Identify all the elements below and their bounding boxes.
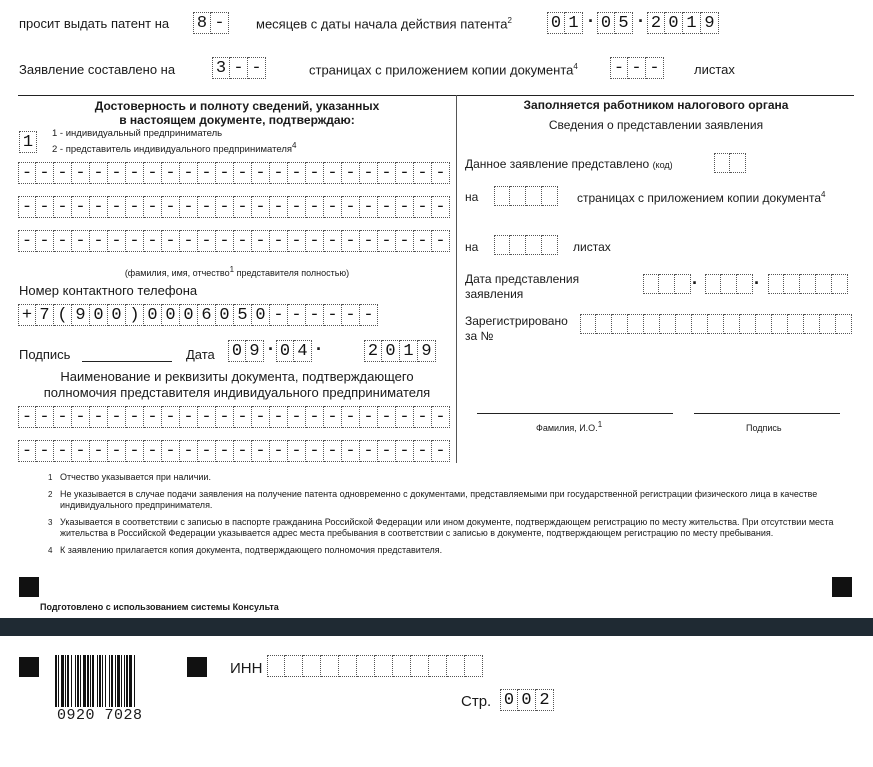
page-break-band: [0, 618, 873, 636]
char-cell: 0: [276, 340, 294, 362]
char-cell: -: [18, 406, 36, 428]
char-cell: -: [72, 230, 90, 252]
char-cell: [339, 655, 357, 677]
char-cell: [730, 153, 746, 173]
char-cell: [675, 274, 691, 294]
char-cell: -: [342, 440, 360, 462]
char-cell: -: [628, 57, 646, 79]
char-cell: [526, 186, 542, 206]
patent-label: просит выдать патент на: [19, 16, 170, 31]
barcode-bar: [67, 655, 69, 707]
char-cell: -: [378, 406, 396, 428]
char-cell: [267, 655, 285, 677]
phone-field[interactable]: [18, 304, 378, 326]
char-cell: -: [396, 196, 414, 218]
char-cell: -: [378, 440, 396, 462]
char-cell: -: [144, 406, 162, 428]
on-label: на: [465, 190, 479, 204]
char-cell: -: [180, 440, 198, 462]
barcode-bar: [105, 655, 106, 707]
char-cell: 0: [162, 304, 180, 326]
char-cell: -: [288, 440, 306, 462]
barcode-bar: [115, 655, 116, 707]
char-cell: [800, 274, 816, 294]
char-cell: -: [342, 406, 360, 428]
submission-date-label: Дата представления заявления: [465, 272, 580, 301]
char-cell: 1: [19, 131, 37, 153]
char-cell: -: [180, 196, 198, 218]
barcode-bar: [124, 655, 125, 707]
months-label: месяцев с даты начала действия патента$^2$: [256, 16, 512, 32]
char-cell: [285, 655, 303, 677]
registration-marker: [832, 577, 852, 597]
char-cell: -: [198, 440, 216, 462]
char-cell: [447, 655, 465, 677]
char-cell: -: [18, 196, 36, 218]
char-cell: 0: [547, 12, 565, 34]
char-cell: [375, 655, 393, 677]
char-cell: 1: [683, 12, 701, 34]
name-caption: (фамилия, имя, отчество$^1$ представителя полностью): [124, 265, 350, 278]
char-cell: 0: [500, 689, 518, 711]
char-cell: [659, 274, 675, 294]
char-cell: [692, 314, 708, 334]
barcode-bar: [102, 655, 103, 707]
char-cell: [714, 153, 730, 173]
barcode-bar: [90, 655, 91, 707]
char-cell: -: [432, 230, 450, 252]
char-cell: 2: [647, 12, 665, 34]
signature-line[interactable]: [82, 361, 172, 362]
char-cell: -: [342, 230, 360, 252]
char-cell: [542, 235, 558, 255]
char-cell: -: [270, 162, 288, 184]
char-cell: -: [360, 162, 378, 184]
char-cell: -: [211, 12, 229, 34]
char-cell: [526, 235, 542, 255]
pages-field[interactable]: [212, 57, 266, 79]
submitted-sheets-label: листах: [573, 240, 611, 254]
char-cell: 4: [294, 340, 312, 362]
barcode-bar: [134, 655, 135, 707]
char-cell: -: [54, 440, 72, 462]
char-cell: -: [162, 196, 180, 218]
char-cell: -: [288, 304, 306, 326]
footnote-4: 4 К заявлению прилагается копия документа, подтверждающего полномочия представителя.: [48, 544, 443, 555]
char-cell: -: [36, 162, 54, 184]
char-cell: -: [72, 406, 90, 428]
char-cell: [804, 314, 820, 334]
char-cell: -: [126, 162, 144, 184]
char-cell: -: [248, 57, 266, 79]
char-cell: -: [108, 440, 126, 462]
char-cell: -: [610, 57, 628, 79]
char-cell: -: [414, 162, 432, 184]
char-cell: -: [252, 230, 270, 252]
char-cell: -: [306, 406, 324, 428]
char-cell: -: [288, 230, 306, 252]
char-cell: -: [234, 406, 252, 428]
char-cell: -: [108, 162, 126, 184]
barcode-bar: [109, 655, 110, 707]
sheets-field[interactable]: [610, 57, 664, 79]
char-cell: [816, 274, 832, 294]
char-cell: -: [342, 196, 360, 218]
char-cell: 0: [382, 340, 400, 362]
section-divider: [18, 95, 854, 96]
char-cell: 0: [180, 304, 198, 326]
submitted-pages-label: страницах с приложением копии документа$^4$: [577, 190, 826, 205]
char-cell: -: [270, 440, 288, 462]
officer-name-line[interactable]: [477, 413, 673, 414]
char-cell: -: [324, 196, 342, 218]
barcode: [55, 655, 167, 707]
char-cell: -: [90, 162, 108, 184]
column-divider: [456, 95, 457, 463]
char-cell: -: [306, 162, 324, 184]
char-cell: -: [396, 230, 414, 252]
phone-label: Номер контактного телефона: [19, 283, 198, 298]
char-cell: [724, 314, 740, 334]
char-cell: [740, 314, 756, 334]
char-cell: 2: [536, 689, 554, 711]
char-cell: +: [18, 304, 36, 326]
confirm-heading: Достоверность и полноту сведений, указанных в настоящем документе, подтверждаю:: [94, 99, 380, 127]
pages-attach-label: страницах с приложением копии документа$^4$: [309, 62, 578, 78]
char-cell: 8: [193, 12, 211, 34]
char-cell: -: [306, 304, 324, 326]
char-cell: -: [198, 406, 216, 428]
char-cell: -: [252, 196, 270, 218]
barcode-bar: [77, 655, 79, 707]
char-cell: -: [90, 196, 108, 218]
char-cell: 0: [228, 340, 246, 362]
inn-field[interactable]: [267, 655, 483, 677]
char-cell: [596, 314, 612, 334]
char-cell: [772, 314, 788, 334]
char-cell: 9: [246, 340, 264, 362]
char-cell: -: [18, 230, 36, 252]
char-cell: [788, 314, 804, 334]
char-cell: 9: [418, 340, 436, 362]
footnotes: [48, 472, 854, 556]
char-cell: [465, 655, 483, 677]
barcode-bar: [83, 655, 86, 707]
char-cell: -: [342, 304, 360, 326]
submitted-pages-field[interactable]: [494, 186, 558, 206]
char-cell: -: [324, 440, 342, 462]
char-cell: [494, 235, 510, 255]
char-cell: -: [216, 406, 234, 428]
registration-number-field[interactable]: [580, 314, 852, 334]
char-cell: 2: [364, 340, 382, 362]
footnote-3: 3 Указывается в соответствии с записью в паспорте гражданина Российской Федерации или ином документе, подтверждающем регистрацию по месту жительства. При отсутствии места жительства в Российской Федерации указывается адрес места пребывания в соответствии с записью в документе, подтверждающем регистрацию по месту пребывания.: [48, 516, 834, 538]
char-cell: -: [270, 406, 288, 428]
barcode-bar: [111, 655, 113, 707]
char-cell: -: [36, 406, 54, 428]
char-cell: -: [36, 440, 54, 462]
char-cell: -: [162, 162, 180, 184]
char-cell: -: [144, 196, 162, 218]
char-cell: 0: [518, 689, 536, 711]
char-cell: -: [216, 440, 234, 462]
submitted-label: Данное заявление представлено (код): [465, 157, 673, 171]
char-cell: -: [162, 406, 180, 428]
inn-label: ИНН: [230, 660, 263, 677]
char-cell: [612, 314, 628, 334]
char-cell: -: [288, 162, 306, 184]
char-cell: -: [252, 440, 270, 462]
char-cell: -: [234, 230, 252, 252]
char-cell: -: [324, 406, 342, 428]
char-cell: [644, 314, 660, 334]
char-cell: -: [252, 162, 270, 184]
char-cell: -: [198, 162, 216, 184]
char-cell: -: [378, 162, 396, 184]
char-cell: -: [396, 162, 414, 184]
char-cell: -: [432, 440, 450, 462]
char-cell: (: [54, 304, 72, 326]
char-cell: -: [180, 162, 198, 184]
barcode-bar: [71, 655, 72, 707]
char-cell: -: [324, 304, 342, 326]
char-cell: -: [108, 196, 126, 218]
char-cell: [708, 314, 724, 334]
char-cell: -: [414, 406, 432, 428]
char-cell: -: [324, 230, 342, 252]
char-cell: -: [162, 230, 180, 252]
registration-label: Зарегистрировано за №: [465, 314, 568, 343]
char-cell: -: [18, 162, 36, 184]
char-cell: [768, 274, 784, 294]
barcode-bar: [87, 655, 89, 707]
page-label: Стр.: [461, 693, 492, 710]
char-cell: [756, 314, 772, 334]
char-cell: -: [360, 230, 378, 252]
barcode-bar: [65, 655, 66, 707]
char-cell: 9: [701, 12, 719, 34]
char-cell: -: [36, 196, 54, 218]
char-cell: -: [54, 230, 72, 252]
char-cell: 1: [400, 340, 418, 362]
char-cell: [303, 655, 321, 677]
char-cell: -: [180, 230, 198, 252]
barcode-bar: [61, 655, 64, 707]
char-cell: [393, 655, 411, 677]
char-cell: -: [216, 162, 234, 184]
char-cell: -: [324, 162, 342, 184]
char-cell: 7: [36, 304, 54, 326]
barcode-bar: [121, 655, 122, 707]
char-cell: [784, 274, 800, 294]
char-cell: 9: [72, 304, 90, 326]
char-cell: -: [198, 230, 216, 252]
tax-office-heading: Заполняется работником налогового органа: [523, 98, 789, 112]
char-cell: -: [306, 440, 324, 462]
char-cell: [411, 655, 429, 677]
char-cell: -: [126, 230, 144, 252]
barcode-bar: [97, 655, 98, 707]
char-cell: -: [646, 57, 664, 79]
char-cell: -: [432, 196, 450, 218]
char-cell: -: [36, 230, 54, 252]
char-cell: -: [414, 196, 432, 218]
fio-caption: Фамилия, И.О.$^1$: [536, 420, 603, 433]
char-cell: -: [72, 440, 90, 462]
char-cell: -: [54, 162, 72, 184]
char-cell: -: [360, 406, 378, 428]
char-cell: -: [414, 230, 432, 252]
char-cell: -: [54, 406, 72, 428]
char-cell: -: [396, 440, 414, 462]
char-cell: [494, 186, 510, 206]
char-cell: [820, 314, 836, 334]
char-cell: -: [360, 304, 378, 326]
char-cell: 0: [597, 12, 615, 34]
char-cell: -: [252, 406, 270, 428]
char-cell: 0: [90, 304, 108, 326]
char-cell: -: [90, 406, 108, 428]
char-cell: -: [360, 440, 378, 462]
date-label: Дата: [186, 347, 215, 362]
char-cell: -: [144, 230, 162, 252]
on-label-2: на: [465, 240, 479, 254]
char-cell: -: [270, 304, 288, 326]
char-cell: [721, 274, 737, 294]
char-cell: [357, 655, 375, 677]
char-cell: [676, 314, 692, 334]
officer-sign-line[interactable]: [694, 413, 840, 414]
barcode-bar: [80, 655, 81, 707]
char-cell: -: [90, 230, 108, 252]
char-cell: [510, 186, 526, 206]
char-cell: -: [230, 57, 248, 79]
char-cell: -: [432, 162, 450, 184]
char-cell: [705, 274, 721, 294]
char-cell: -: [144, 440, 162, 462]
footnote-1: 1 Отчество указывается при наличии.: [48, 472, 211, 482]
barcode-bar: [92, 655, 94, 707]
char-cell: -: [108, 230, 126, 252]
page-number: [500, 689, 554, 711]
char-cell: [429, 655, 447, 677]
barcode-bar: [75, 655, 76, 707]
char-cell: -: [360, 196, 378, 218]
char-cell: 0: [144, 304, 162, 326]
months-field[interactable]: [193, 12, 229, 34]
char-cell: -: [90, 440, 108, 462]
submission-code-field[interactable]: [714, 153, 746, 173]
barcode-bar: [99, 655, 101, 707]
char-cell: -: [126, 196, 144, 218]
char-cell: -: [216, 196, 234, 218]
barcode-bar: [58, 655, 59, 707]
char-cell: 0: [252, 304, 270, 326]
char-cell: 6: [198, 304, 216, 326]
char-cell: -: [54, 196, 72, 218]
char-cell: -: [306, 196, 324, 218]
char-cell: -: [108, 406, 126, 428]
tax-office-subheading: Сведения о представлении заявления: [548, 118, 764, 132]
char-cell: -: [126, 406, 144, 428]
char-cell: [643, 274, 659, 294]
char-cell: 5: [234, 304, 252, 326]
sheets-label: листах: [694, 62, 735, 77]
char-cell: ): [126, 304, 144, 326]
char-cell: -: [72, 196, 90, 218]
char-cell: -: [378, 230, 396, 252]
doc-heading: Наименование и реквизиты документа, подтверждающего полномочия представителя индивидуального предпринимателя: [43, 369, 431, 400]
char-cell: -: [72, 162, 90, 184]
char-cell: [510, 235, 526, 255]
char-cell: 0: [108, 304, 126, 326]
char-cell: [660, 314, 676, 334]
pages-label: Заявление составлено на: [19, 62, 176, 77]
confirm-options: 1 - индивидуальный предприниматель 2 - представитель индивидуального предпринимателя$^4$: [52, 128, 297, 156]
char-cell: 0: [665, 12, 683, 34]
submitted-sheets-field[interactable]: [494, 235, 558, 255]
char-cell: -: [414, 440, 432, 462]
barcode-bar: [126, 655, 128, 707]
char-cell: 3: [212, 57, 230, 79]
footnote-2: 2 Не указывается в случае подачи заявления на получение патента одновременно с документами, представляемыми при государственной регистрации физического лица в качестве индивидуального предпринимателя.: [48, 488, 818, 510]
char-cell: -: [180, 406, 198, 428]
char-cell: -: [144, 162, 162, 184]
char-cell: -: [396, 406, 414, 428]
consultant-note: Подготовлено с использованием системы Консульта: [40, 602, 279, 612]
registration-marker: [19, 577, 39, 597]
char-cell: -: [288, 196, 306, 218]
char-cell: [737, 274, 753, 294]
confirm-code-field[interactable]: [19, 131, 37, 153]
char-cell: [580, 314, 596, 334]
char-cell: -: [234, 196, 252, 218]
char-cell: -: [198, 196, 216, 218]
char-cell: -: [342, 162, 360, 184]
char-cell: 0: [216, 304, 234, 326]
char-cell: -: [378, 196, 396, 218]
char-cell: -: [432, 406, 450, 428]
sign-caption: Подпись: [746, 423, 782, 433]
barcode-bar: [129, 655, 132, 707]
char-cell: -: [216, 230, 234, 252]
char-cell: -: [234, 162, 252, 184]
barcode-number: 0920 7028: [57, 707, 143, 724]
barcode-bar: [117, 655, 120, 707]
char-cell: 1: [565, 12, 583, 34]
char-cell: -: [306, 230, 324, 252]
registration-marker: [187, 657, 207, 677]
char-cell: -: [270, 230, 288, 252]
char-cell: [542, 186, 558, 206]
registration-marker: [19, 657, 39, 677]
char-cell: [832, 274, 848, 294]
char-cell: [628, 314, 644, 334]
char-cell: -: [18, 440, 36, 462]
char-cell: [836, 314, 852, 334]
char-cell: -: [162, 440, 180, 462]
char-cell: -: [288, 406, 306, 428]
sign-label: Подпись: [19, 347, 71, 362]
char-cell: 5: [615, 12, 633, 34]
char-cell: -: [270, 196, 288, 218]
barcode-bar: [55, 655, 57, 707]
char-cell: [321, 655, 339, 677]
char-cell: -: [126, 440, 144, 462]
char-cell: -: [234, 440, 252, 462]
